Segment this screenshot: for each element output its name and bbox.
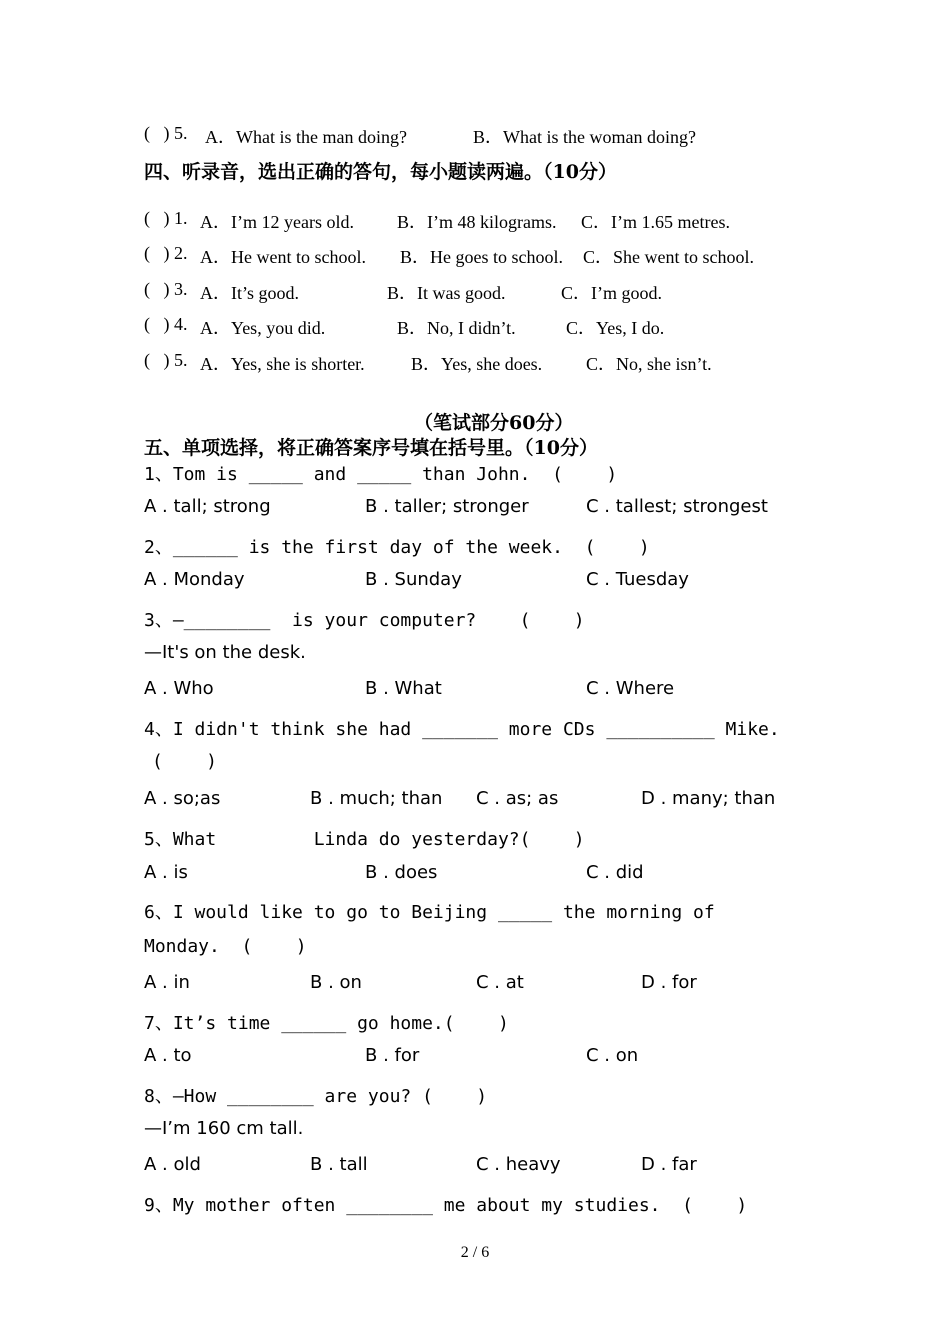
s4-q1-option-c: C．I’m 1.65 metres. xyxy=(581,212,730,232)
s5-q4-stem: 4、I didn't think she had _______ more CDs __________ Mike. xyxy=(144,719,780,740)
s5-q5-stem: 5、What Linda do yesterday?( ) xyxy=(144,829,585,850)
s5-q4-paren: ( ) xyxy=(152,751,218,772)
s4-q3-option-c: C．I’m good. xyxy=(561,283,662,303)
s4-q1-option-a: A．I’m 12 years old. xyxy=(200,212,354,232)
s5-q2-option-c: C . Tuesday xyxy=(586,569,689,590)
s5-q6-cont: Monday. ( ) xyxy=(144,936,307,957)
s4-q2-bracket: ( ) 2. xyxy=(144,243,188,263)
s5-q8-option-c: C . heavy xyxy=(476,1154,561,1175)
listen-q5-option-b: B．What is the woman doing? xyxy=(473,127,696,147)
s5-q6-option-d: D . for xyxy=(641,972,697,993)
s5-q6-option-a: A . in xyxy=(144,972,190,993)
s5-q3-stem: 3、—________ is your computer? ( ) xyxy=(144,610,585,631)
s5-q1-option-c: C . tallest; strongest xyxy=(586,496,768,517)
s5-q8-option-a: A . old xyxy=(144,1154,201,1175)
s5-q5-option-b: B . does xyxy=(365,862,438,883)
s4-q5-option-c: C．No, she isn’t. xyxy=(586,354,712,374)
s5-q8-option-b: B . tall xyxy=(310,1154,368,1175)
s5-q6-option-b: B . on xyxy=(310,972,362,993)
s5-q2-option-a: A . Monday xyxy=(144,569,245,590)
s4-q3-option-b: B．It was good. xyxy=(387,283,506,303)
s4-q3-option-a: A．It’s good. xyxy=(200,283,299,303)
section4-title: 四、听录音，选出正确的答句，每小题读两遍。（10分） xyxy=(144,161,617,183)
s4-q2-option-a: A．He went to school. xyxy=(200,247,366,267)
s5-q5-option-c: C . did xyxy=(586,862,644,883)
s4-q1-option-b: B．I’m 48 kilograms. xyxy=(397,212,557,232)
s5-q7-option-a: A . to xyxy=(144,1045,192,1066)
s5-q3-reply: —It's on the desk. xyxy=(144,642,306,663)
s4-q5-bracket: ( ) 5. xyxy=(144,350,188,370)
s5-q4-option-a: A . so;as xyxy=(144,788,221,809)
s5-q2-stem: 2、______ is the first day of the week. ( ) xyxy=(144,537,650,558)
s4-q5-option-b: B．Yes, she does. xyxy=(411,354,543,374)
s5-q6-option-c: C . at xyxy=(476,972,524,993)
s5-q6-stem: 6、I would like to go to Beijing _____ the morning of xyxy=(144,902,715,923)
s4-q2-option-b: B．He goes to school. xyxy=(400,247,563,267)
s4-q4-bracket: ( ) 4. xyxy=(144,314,188,334)
s4-q3-bracket: ( ) 3. xyxy=(144,279,188,299)
s5-q4-option-b: B . much; than xyxy=(310,788,443,809)
s5-q8-option-d: D . far xyxy=(641,1154,697,1175)
s5-q3-option-c: C . Where xyxy=(586,678,675,699)
s5-q4-option-c: C . as; as xyxy=(476,788,559,809)
s5-q1-stem: 1、Tom is _____ and _____ than John. ( ) xyxy=(144,464,618,485)
s5-q5-option-a: A . is xyxy=(144,862,188,883)
s4-q4-option-c: C．Yes, I do. xyxy=(566,318,665,338)
s5-q7-option-c: C . on xyxy=(586,1045,639,1066)
s5-q9-stem: 9、My mother often ________ me about my studies. ( ) xyxy=(144,1195,748,1216)
s5-q1-option-b: B . taller; stronger xyxy=(365,496,529,517)
page-number: 2 / 6 xyxy=(460,1244,490,1261)
s4-q4-option-b: B．No, I didn’t. xyxy=(397,318,516,338)
s5-q7-stem: 7、It’s time ______ go home.( ) xyxy=(144,1013,509,1034)
s5-q8-reply: —I’m 160 cm tall. xyxy=(144,1118,304,1139)
s5-q3-option-a: A . Who xyxy=(144,678,214,699)
s5-q1-option-a: A . tall; strong xyxy=(144,496,271,517)
s5-q2-option-b: B . Sunday xyxy=(365,569,462,590)
section5-title: 五、单项选择，将正确答案序号填在括号里。（10分） xyxy=(144,437,598,459)
s5-q8-stem: 8、—How ________ are you? ( ) xyxy=(144,1086,488,1107)
listen-q5-bracket: ( ) 5. xyxy=(144,123,188,143)
s5-q7-option-b: B . for xyxy=(365,1045,420,1066)
s5-q3-option-b: B . What xyxy=(365,678,442,699)
s5-q4-option-d: D . many; than xyxy=(641,788,776,809)
s4-q5-option-a: A．Yes, she is shorter. xyxy=(200,354,365,374)
s4-q4-option-a: A．Yes, you did. xyxy=(200,318,326,338)
written-part-title: （笔试部分60分） xyxy=(414,412,574,434)
s4-q1-bracket: ( ) 1. xyxy=(144,208,188,228)
listen-q5-option-a: A．What is the man doing? xyxy=(205,127,407,147)
s4-q2-option-c: C．She went to school. xyxy=(583,247,754,267)
